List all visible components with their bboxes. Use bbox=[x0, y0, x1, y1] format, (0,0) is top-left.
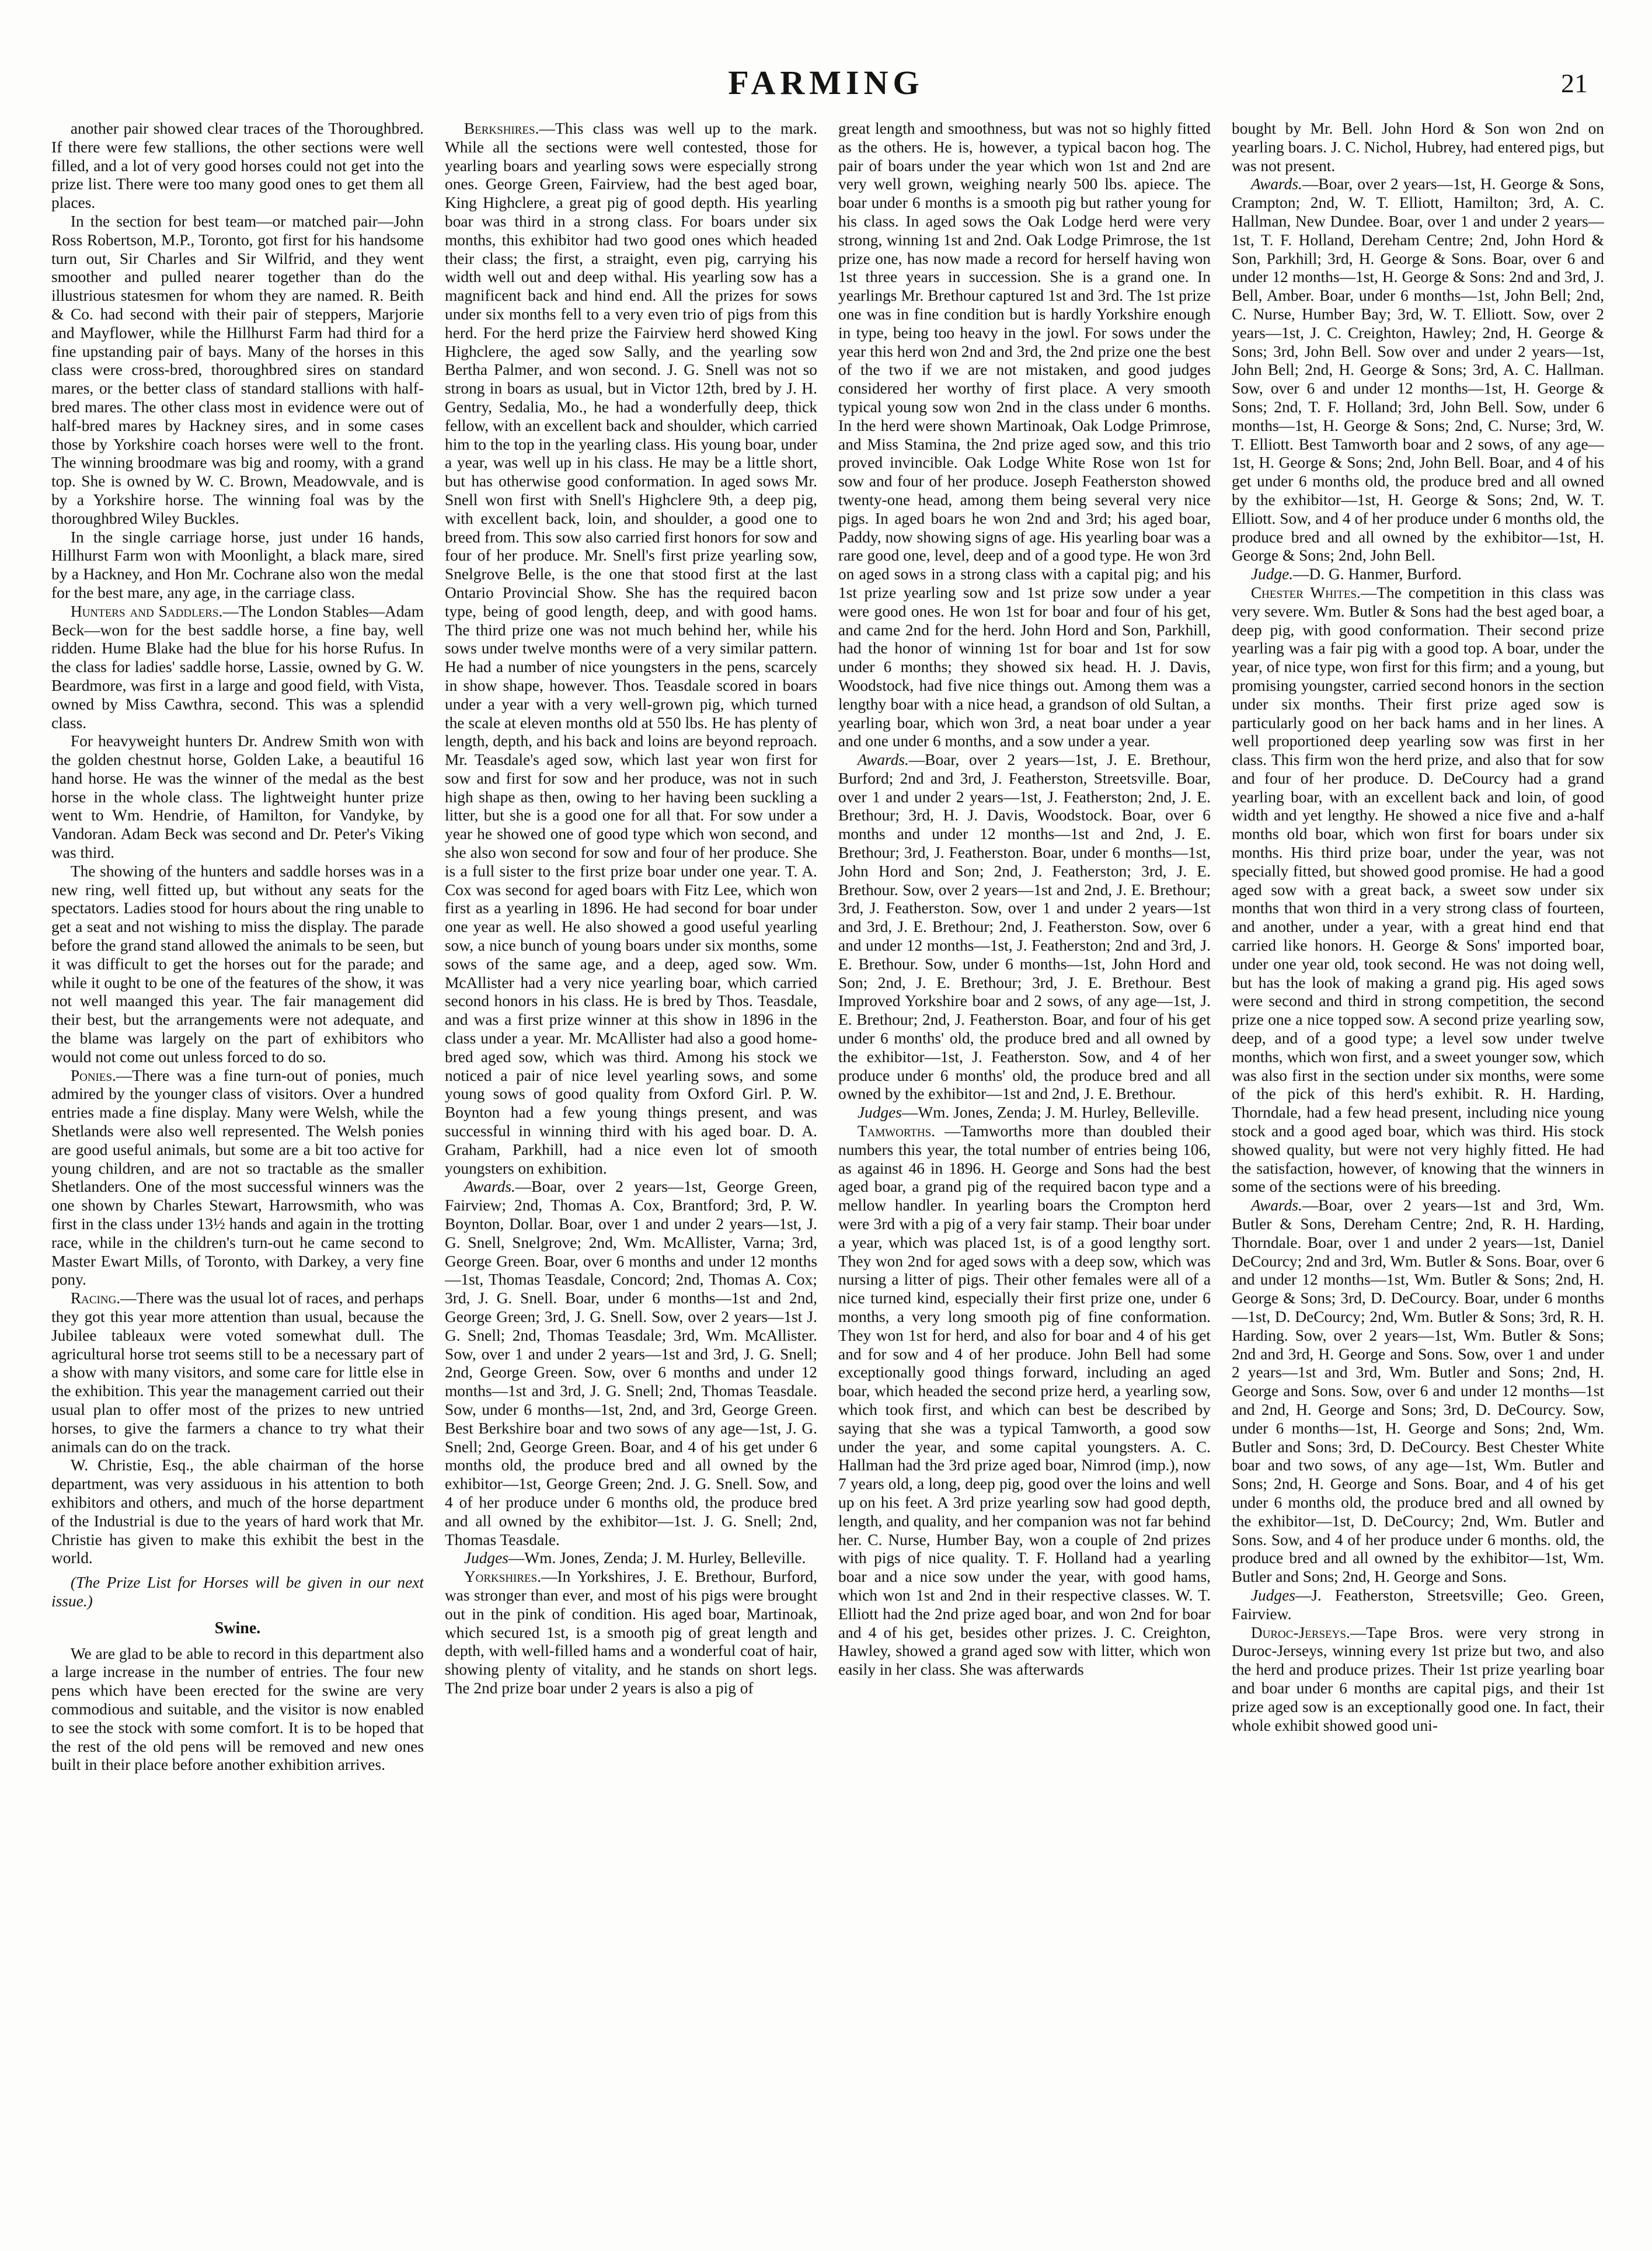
paragraph bbox=[1232, 565, 1604, 584]
paragraph bbox=[445, 120, 817, 1178]
paragraph bbox=[51, 213, 424, 528]
paragraph-lead: Chester Whites. bbox=[1250, 583, 1361, 601]
paragraph-text: —In Yorkshires, J. E. Brethour, Burford, was stronger than ever, and most of his pigs were brought out in the pink of condition. His aged boar, Martinoak, which secured 1st, is a smooth pig of great length and depth, with well-filled hams and a wonderful coat of hair, showing plenty of vitality, and he stands on short legs. The 2nd prize boar under 2 years is also a pig of bbox=[445, 1568, 817, 1697]
paragraph-text: —Tamworths more than doubled their numbers this year, the total number of entries being 106, as against 46 in 1896. H. George and Sons had the best aged boar, a grand pig of the required bacon type and a mellow handler. In yearling boars the Crompton herd were 3rd with a pig of a very fair stamp. Their boar under a year, which was placed 1st, is of a good lengthy sort. They won 2nd for aged sows with a deep sow, which was nursing a litter of pigs. Their other females were all of a nice turned kind, especially their first prize one, under 6 months, a very long smooth pig of fine conformation. They won 1st for herd, and also for boar and 4 of his get and for sow and 4 of her produce. John Bell had some exceptionally good things forward, including an aged boar, which headed the second prize herd, a yearling sow, which took first, and which can best be described by saying that she was a typical Tamworth, a good sow under the year, and some capital youngsters. A. C. Hallman had the 3rd prize aged boar, Nimrod (imp.), now 7 years old, a long, deep pig, good over the loins and well up on his feet. A 3rd prize yearling sow had good depth, length, and quality, and her companion was not far behind her. C. Nurse, Humber Bay, won a couple of 2nd prizes with pigs of nice quality. T. F. Holland had a yearling boar and a nice sow under the year, with good hams, which won 1st and 2nd in their respective classes. W. T. Elliott had the 2nd prize aged boar, and won 2nd for boar and 4 of his get, besides other prizes. J. C. Creighton, Hawley, showed a grand aged sow with litter, which won easily in her class. She was afterwards bbox=[838, 1122, 1211, 1679]
paragraph-text: —There was a fine turn-out of ponies, much admired by the younger class of visitors. Over a hundred entries made a fine display. Many were Welsh, while the Shetlands were also well represented. The Welsh ponies are good useful animals, but some are a bit too active for young children, and are not so tractable as the smaller Shetlanders. One of the most successful winners was the one shown by Charles Stewart, Harrowsmith, who was first in the class under 13½ hands and again in the trotting race, while in the children's turn-out he came second to Master Ewart Mills, of Toronto, with Darkey, a very fine pony. bbox=[51, 1066, 424, 1289]
paragraph-text: —Boar, over 2 years—1st, J. E. Brethour, Burford; 2nd and 3rd, J. Featherston, Streetsville. Boar, over 1 and under 2 years—1st, J. Featherston; 2nd, J. E. Brethour; 3rd, H. J. Davis, Woodstock. Boar, over 6 months and under 12 months—1st and 2nd, J. E. Brethour; 3rd, J. Featherston. Boar, under 6 months—1st, John Hord and Son; 2nd, J. Featherston; 3rd, J. E. Brethour. Sow, over 2 years—1st and 2nd, J. E. Brethour; 3rd, J. Featherston. Sow, over 1 and under 2 years—1st and 3rd, J. E. Brethour; 2nd, J. Featherston. Sow, over 6 and under 12 months—1st, J. Featherston; 2nd and 3rd, J. E. Brethour. Sow, under 6 months—1st, John Hord and Son; 2nd, J. E. Brethour; 3rd, J. E. Brethour. Best Improved Yorkshire boar and 2 sows, of any age—1st, J. E. Brethour; 2nd, J. Featherston. Boar, and four of his get under 6 months' old, the produce bred and all owned by the exhibitor—1st, J. Featherston. Sow, and 4 of her produce under 6 months' old, the produce bred and all owned by the exhibitor—1st and 2nd, J. E. Brethour. bbox=[838, 751, 1211, 1103]
paragraph-text: W. Christie, Esq., the able chairman of the horse department, was very assiduous in his attention to both exhibitors and others, and much of the horse department of the Industrial is due to the years of hard work that Mr. Christie has given to make this exhibit the best in the world. bbox=[51, 1456, 424, 1567]
paragraph-lead: Judge. bbox=[1250, 565, 1294, 583]
paragraph-lead: Hunters and Saddlers. bbox=[70, 602, 223, 620]
paragraph-text: —This class was well up to the mark. While all the sections were well contested, those for yearling boars and yearling sows were especially strong ones. George Green, Fairview, had the best aged boar, King Highclere, a great pig of good depth. His yearling boar was third in a strong class. For boars under six months, this exhibitor had two good ones which headed their class; the first, a straight, even pig, carrying his width well out and deep withal. His yearling sow has a magnificent back and hind end. All the prizes for sows under six months fell to a very even trio of pigs from this herd. For the herd prize the Fairview herd showed King Highclere, the aged sow Sally, and the yearling sow Bertha Palmer, and won second. J. G. Snell was not so strong in boars as usual, but in Victor 12th, bred by J. H. Gentry, Sedalia, Mo., he had a wonderfully deep, thick fellow, with an excellent back and shoulder, which carried him to the top in the yearling class. His young boar, under a year, was well up in his class. He may be a little short, but has otherwise good conformation. In aged sows Mr. Snell won first with Snell's Highclere 9th, a deep pig, with excellent back, loin, and shoulder, a good one to breed from. This sow also carried first honors for sow and four of her produce. Mr. Snell's first prize yearling sow, Snelgrove Belle, is the one that stood first at the last Ontario Provincial Show. She has the required bacon type, being of good length, deep, and with good hams. The third prize one was not much behind her, while his sows under twelve months were of a very similar pattern. He had a number of nice youngsters in the pens, scarcely in show shape, however. Thos. Teasdale scored in boars under a year with a very well-grown pig, which turned the scale at eleven months old at 550 lbs. He has plenty of length, depth, and his back and loins are beyond reproach. Mr. Teasdale's aged sow, which last year won first for sow and first for sow and her produce, was not in such high shape as then, owing to her having been suckling a litter, but she is a good one for all that. For sow under a year he showed one of good type which won second, and she also won second for sow and four of her produce. She is a full sister to the first prize boar under one year. T. A. Cox was second for aged boars with Fitz Lee, which won first as a yearling in 1896. He had second for boar under one year as well. He also showed a good useful yearling sow, a nice bunch of young boars under six months, some sows of the same age, and a deep, aged sow. Wm. McAllister had a very nice yearling boar, which carried second honors in his class. He is bred by Thos. Teasdale, and was a first prize winner at this show in 1896 in the class under a year. Mr. McAllister had also a good home-bred aged sow, which was third. Among his stock we noticed a pair of nice level yearling sows, and some young sows of good quality from Oxford Girl. P. W. Boynton had a few young things present, and was successful in winning third with his aged boar. D. A. Graham, Parkhill, had a nice even lot of smooth youngsters on exhibition. bbox=[445, 120, 817, 1177]
paragraph-lead: Judges bbox=[857, 1104, 902, 1122]
paragraph bbox=[51, 1456, 424, 1568]
paragraph-lead: Racing. bbox=[70, 1289, 121, 1307]
paragraph bbox=[838, 1104, 1211, 1122]
paragraph-text: —The competition in this class was very severe. Wm. Butler & Sons had the best aged boar, a deep pig, with good conformation. Their second prize yearling was a fair pig with a good top. A boar, under the year, of nice type, won first for this firm; and a young, but promising youngster, carried second honors in the section under six months. Their first prize aged sow is particularly good on her back hams and in her lines. A well proportioned deep yearling sow was first in her class. This firm won the herd prize, and also that for sow and four of her produce. D. DeCourcy had a grand yearling boar, with an excellent back and loin, of good width and yet lengthy. He showed a nice five and a-half months old boar, which won first for boars under six months. His third prize boar, under the year, was not specially fitted, but showed good promise. He had a good aged sow with a great back, a sweet sow under six months that won third in a very strong class of fourteen, and another, under a year, with a great hind end that carried like honors. H. George & Sons' imported boar, under one year old, took second. He was not doing well, but has the look of making a grand pig. His aged sows were second and third in strong competition, the second prize one a nice topped sow. A second prize yearling sow, deep, and of a good type; a level sow under twelve months, which won first, and a sweet younger sow, which was also first in the section under six months, were some of the pick of this herd's exhibit. R. H. Harding, Thorndale, had a few head present, including nice young stock and a good aged boar, which was third. His stock showed quality, but were not very highly fitted. He had the satisfaction, however, of knowing that the winners in some of the sections were of his breeding. bbox=[1232, 583, 1604, 1196]
paragraph bbox=[51, 120, 424, 213]
running-head bbox=[0, 63, 1652, 110]
paragraph-lead: Duroc-Jerseys. bbox=[1250, 1623, 1350, 1641]
paragraph-text: The showing of the hunters and saddle horses was in a new ring, well fitted up, but without any seats for the spectators. Ladies stood for hours about the ring unable to get a seat and not wishing to miss the display. The parade before the grand stand allowed the animals to be seen, but it was difficult to get the horses out for the parade; and while it ought to be one of the features of the show, it was not well maanged this year. The fair management did their best, but the arrangements were not adequate, and the blame was largely on the part of exhibitors who would not come out unless forced to do so. bbox=[51, 862, 424, 1066]
paragraph-text: —Tape Bros. were very strong in Duroc-Jerseys, winning every 1st prize but two, and also the herd and produce prizes. Their 1st prize yearling boar and boar under 6 months are capital pigs, and their 1st prize aged sow is an exceptionally good one. In fact, their whole exhibit showed good uni- bbox=[1232, 1623, 1604, 1734]
paragraph bbox=[838, 751, 1211, 1104]
paragraph-text: In the single carriage horse, just under 16 hands, Hillhurst Farm won with Moonlight, a black mare, sired by a Hackney, and Hon Mr. Cochrane also won the medal for the best mare, any age, in the carriage class. bbox=[51, 528, 424, 601]
column-3 bbox=[838, 120, 1211, 2216]
column-4 bbox=[1232, 120, 1604, 2216]
paragraph bbox=[838, 120, 1211, 751]
paragraph-text: bought by Mr. Bell. John Hord & Son won 2nd on yearling boars. J. C. Nichol, Hubrey, had entered pigs, but was not present. bbox=[1232, 120, 1604, 175]
paragraph bbox=[51, 732, 424, 862]
page-title: FARMING bbox=[728, 64, 924, 102]
paragraph-text: For heavyweight hunters Dr. Andrew Smith won with the golden chestnut horse, Golden Lake, a beautiful 16 hand horse. He was the winner of the medal as the best horse in the whole class. The lightweight hunter prize went to Wm. Hendrie, of Hamilton, for Vandyke, by Vandoran. Adam Beck was second and Dr. Peter's Viking was third. bbox=[51, 732, 424, 862]
paragraph-lead: Awards. bbox=[857, 751, 909, 769]
paragraph-lead: Ponies. bbox=[70, 1066, 116, 1084]
paragraph bbox=[838, 1122, 1211, 1679]
paragraph-text: —D. G. Hanmer, Burford. bbox=[1293, 565, 1462, 583]
paragraph bbox=[51, 862, 424, 1067]
paragraph-text: great length and smoothness, but was not so highly fitted as the others. He is, however, a typical bacon hog. The pair of boars under the year which won 1st and 2nd are very well grown, weighing nearly 500 lbs. apiece. The boar under 6 months is a smooth pig but rather young for his class. In aged sows the Oak Lodge herd were very strong, winning 1st and 2nd. Oak Lodge Primrose, the 1st prize one, has now made a record for herself having won 1st three years in succession. She is a grand one. In yearlings Mr. Brethour captured 1st and 3rd. The 1st prize one was in fine condition but is hardly Yorkshire enough in type, being too heavy in the jowl. For sows under the year this herd won 2nd and 3rd, the 2nd prize one the best of the two if we are not mistaken, and good judges considered her worthy of first place. A very smooth typical young sow won 2nd in the class under 6 months. In the herd were shown Martinoak, Oak Lodge Primrose, and Miss Stamina, the 2nd prize aged sow, and this trio proved invincible. Oak Lodge White Rose won 1st for sow and four of her produce. Joseph Featherston showed twenty-one head, among them being several very nice pigs. In aged boars he won 2nd and 3rd; his aged boar, Paddy, now showing signs of age. His yearling boar was a rare good one, level, deep and of a good type. He won 3rd on aged sows in a strong class with a capital pig; and his 1st prize yearling sow and 1st prize sow under a year were good ones. He won 1st for boar and four of his get, and came 2nd for the herd. John Hord and Son, Parkhill, had the honor of winning 1st for boar and 1st for sow under 6 months; they showed six head. H. J. Davis, Woodstock, had five nice things out. Among them was a lengthy boar with a nice head, a grandson of old Sultan, a yearling boar, which won 3rd, a neat boar under a year and one under 6 months, and a sow under a year. bbox=[838, 120, 1211, 750]
paragraph-text: —The London Stables—Adam Beck—won for the best saddle horse, a fine bay, well ridden. Hume Blake had the blue for his horse Rufus. In the class for ladies' saddle horse, Lassie, owned by G. W. Beardmore, was first in a large and good field, with Vista, owned by Miss Cawthra, second. This was a splendid class. bbox=[51, 602, 424, 732]
paragraph-text: —Wm. Jones, Zenda; J. M. Hurley, Belleville. bbox=[901, 1104, 1200, 1122]
paragraph-text: —Boar, over 2 years—1st, George Green, Fairview; 2nd, Thomas A. Cox, Brantford; 3rd, P. W. Boynton, Dollar. Boar, over 1 and under 2 years—1st, J. G. Snell, Snelgrove; 2nd, Wm. McAllister, Varna; 3rd, George Green. Boar, over 6 months and under 12 months—1st, Thomas Teasdale, Concord; 2nd, Thomas A. Cox; 3rd, J. G. Snell. Boar, under 6 months—1st and 2nd, George Green; 3rd, J. G. Snell. Sow, over 2 years—1st J. G. Snell; 2nd, Thomas Teasdale; 3rd, Wm. McAllister. Sow, over 1 and under 2 years—1st and 3rd, J. G. Snell; 2nd, George Green. Sow, over 6 months and under 12 months—1st and 3rd, J. G. Snell; 2nd, Thomas Teasdale. Sow, under 6 months—1st, 2nd, and 3rd, George Green. Best Berkshire boar and two sows of any age—1st, J. G. Snell; 2nd, George Green. Boar, and 4 of his get under 6 months old, the produce bred and all owned by the exhibitor—1st, George Green; 2nd. J. G. Snell. Sow, and 4 of her produce under 6 months old, the produce bred and all owned by the exhibitor—1st. J. G. Snell; 2nd, Thomas Teasdale. bbox=[445, 1178, 817, 1549]
paragraph-text: In the section for best team—or matched pair—John Ross Robertson, M.P., Toronto, got first for his handsome turn out, Sir Charles and Sir Wilfrid, and they went smoother and pulled nearer together than do the illustrious statesmen for whom they are named. R. Beith & Co. had second with their pair of steppers, Marjorie and Mayflower, while the Hillhurst Farm had third for a fine upstanding pair of bays. Many of the horses in this class were cross-bred, thoroughbred sires on standard mares, or the better class of standard stallions with half-bred mares. The other class most in evidence were out of half-bred mares by Hackney sires, and in some cases those by Yorkshire coach horses were well to the front. The winning broodmare was big and roomy, with a grand top. She is owned by W. C. Brown, Meadowvale, and is by a Yorkshire horse. The winning foal was by the thoroughbred Wiley Buckles. bbox=[51, 212, 424, 527]
paragraph bbox=[51, 1067, 424, 1290]
paragraph bbox=[445, 1178, 817, 1549]
paragraph-text: —Boar, over 2 years—1st, H. George & Sons, Crampton; 2nd, W. T. Elliott, Hamilton; 3rd, A. C. Hallman, New Dundee. Boar, over 1 and under 2 years—1st, T. F. Holland, Dereham Centre; 2nd, John Hord & Son, Parkhill; 3rd, H. George & Sons. Boar, over 6 and under 12 months—1st, H. George & Sons: 2nd and 3rd, J. Bell, Amber. Boar, under 6 months—1st, John Bell; 2nd, C. Nurse, Humber Bay; 3rd, W. T. Elliott. Sow, over 2 years—1st, J. C. Creighton, Hawley; 2nd, H. George & Sons; 3rd, John Bell. Sow over and under 2 years—1st, John Bell; 2nd, H. George & Sons; 3rd, A. C. Hallman. Sow, over 6 and under 12 months—1st, H. George & Sons; 2nd, T. F. Holland; 3rd, John Bell. Sow, under 6 months—1st, H. George & Sons; 2nd, C. Nurse; 3rd, W. T. Elliott. Best Tamworth boar and 2 sows, of any age—1st, H. George & Sons; 2nd, John Bell. Boar, and 4 of his get under 6 months old, the produce bred and all owned by the exhibitor—1st, H. George & Sons; 2nd, W. T. Elliott. Sow, and 4 of her produce under 6 months old, the produce bred and all owned by the exhibitor—1st, H. George & Sons; 2nd, John Bell. bbox=[1232, 175, 1604, 565]
paragraph-lead: Awards. bbox=[1250, 1196, 1302, 1215]
paragraph bbox=[1232, 120, 1604, 175]
paragraph bbox=[1232, 1587, 1604, 1624]
column-2 bbox=[445, 120, 817, 2216]
text-columns bbox=[51, 120, 1604, 2216]
column-1 bbox=[51, 120, 424, 2216]
paragraph-lead: Awards. bbox=[1250, 175, 1302, 193]
paragraph-text: another pair showed clear traces of the Thoroughbred. If there were few stallions, the other sections were well filled, and a lot of very good horses could not get into the prize list. There were too many good ones to get them all places. bbox=[51, 120, 424, 212]
paragraph-lead: Berkshires. bbox=[463, 120, 539, 137]
paragraph bbox=[1232, 175, 1604, 565]
paragraph-lead: Judges bbox=[463, 1549, 508, 1567]
section-heading: Swine. bbox=[214, 1619, 261, 1637]
paragraph-text: —J. Featherston, Streetsville; Geo. Green, Fairview. bbox=[1232, 1586, 1604, 1623]
paragraph-text: —Wm. Jones, Zenda; J. M. Hurley, Belleville. bbox=[508, 1549, 806, 1567]
paragraph bbox=[1232, 1196, 1604, 1587]
paragraph bbox=[445, 1568, 817, 1698]
paragraph bbox=[1232, 1624, 1604, 1735]
paragraph bbox=[1232, 584, 1604, 1196]
paragraph-text: —There was the usual lot of races, and perhaps they got this year more attention than usual, because the Jubilee tableaux were voted somewhat dull. The agricultural horse trot seems still to be a necessary part of a show with many visitors, and some care for little else in the exhibition. This year the management carried out their usual plan to offer most of the prizes to new untried horses, to give the farmers a chance to try what their animals can do on the track. bbox=[51, 1289, 424, 1456]
paragraph bbox=[51, 603, 424, 733]
paragraph-lead: Tamworths. bbox=[857, 1122, 936, 1140]
page-number: 21 bbox=[1561, 68, 1588, 98]
paragraph bbox=[445, 1549, 817, 1568]
paragraph-text: We are glad to be able to record in this department also a large increase in the number of entries. The four new pens which have been erected for the swine are very commodious and suitable, and the visitor is now enabled to see the stock with some comfort. It is to be hoped that the rest of the old pens will be removed and new ones built in their place before another exhibition arrives. bbox=[51, 1644, 424, 1774]
paragraph-lead: Awards. bbox=[463, 1178, 515, 1196]
paragraph-lead: Yorkshires. bbox=[463, 1568, 542, 1586]
paragraph-lead: Judges bbox=[1250, 1586, 1295, 1604]
editor-note: (The Prize List for Horses will be given in our next issue.) bbox=[51, 1574, 424, 1610]
paragraph bbox=[51, 1645, 424, 1775]
paragraph bbox=[51, 1289, 424, 1456]
paragraph bbox=[51, 528, 424, 603]
paragraph-text: —Boar, over 2 years—1st and 3rd, Wm. Butler & Sons, Dereham Centre; 2nd, R. H. Harding, Thorndale. Boar, over 1 and under 2 years—1st, Daniel DeCourcy; 2nd and 3rd, Wm. Butler & Sons. Boar, over 6 and under 12 months—1st, Wm. Butler & Sons; 2nd, H. George & Sons; 3rd, D. DeCourcy. Boar, under 6 months—1st, D. DeCourcy; 2nd, Wm. Butler & Sons; 3rd, R. H. Harding. Sow, over 2 years—1st, Wm. Butler & Sons; 2nd and 3rd, H. George and Sons. Sow, over 1 and under 2 years—1st and 3rd, Wm. Butler and Sons; 2nd, H. George and Sons. Sow, over 6 and under 12 months—1st and 2nd, H. George and Sons; 3rd, D. DeCourcy. Sow, under 6 months—1st, H. George and Sons; 2nd, Wm. Butler and Sons; 3rd, D. DeCourcy. Best Chester White boar and two sows, of any age—1st, Wm. Butler and Sons; 2nd, H. George and Sons. Boar, and 4 of his get under 6 months old, the produce bred and all owned by the exhibitor—1st, D. DeCourcy; 2nd, Wm. Butler and Sons. Sow, and 4 of her produce under 6 months. old, the produce bred and all owned by the exhibitor—1st, Wm. Butler and Sons; 2nd, H. George and Sons. bbox=[1232, 1196, 1604, 1586]
